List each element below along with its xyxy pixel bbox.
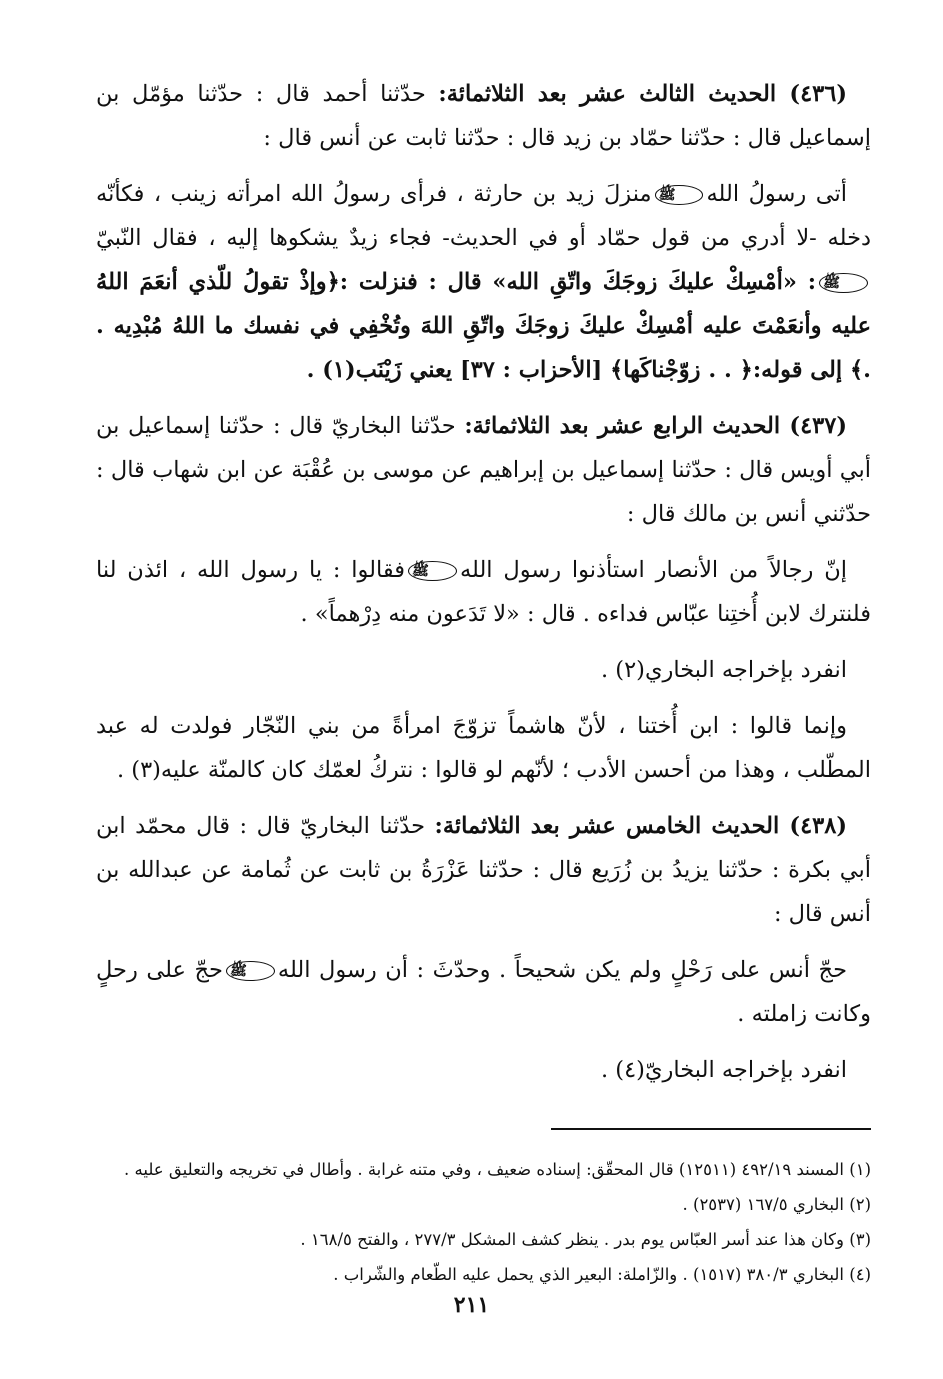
hadith-437-heading: (٤٣٧) الحديث الرابع عشر بعد الثلاثمائة:: [464, 413, 847, 439]
page-number: ٢١١: [453, 1292, 490, 1318]
hadith-438-note: انفرد بإخراجه البخاريّ(٤) .: [600, 1057, 847, 1083]
hadith-436-isnad-text: حدّثنا أحمد قال : حدّثنا مؤمّل بن إسماعيل قال : حدّثنا حمّاد بن زيد قال : حدّثنا ثابت عن أنس قال :: [96, 81, 871, 151]
hadith-437-matn: [96, 548, 871, 636]
footnotes: [96, 1152, 871, 1292]
hadith-436-heading: (٤٣٦) الحديث الثالث عشر بعد الثلاثمائة:: [438, 81, 847, 107]
hadith-438-matn-part-2: حجّ على رحلٍ وكانت زاملته .: [96, 957, 871, 1027]
hadith-437: [96, 404, 871, 792]
salawat-icon: ﷺ: [819, 273, 868, 293]
footnote-divider: [551, 1128, 871, 1130]
hadith-436-matn: [96, 172, 871, 392]
hadith-438-matn: [96, 948, 871, 1036]
hadith-436: [96, 72, 871, 392]
hadith-437-isnad-text: حدّثنا البخاريّ قال : حدّثنا إسماعيل بن أبي أويس قال : حدّثنا إسماعيل بن إبراهيم عن موسى بن عُقْبَة عن ابن شهاب قال : حدّثني أنس بن مالك قال :: [96, 413, 871, 527]
salawat-icon: ﷺ: [408, 561, 457, 581]
hadith-438-isnad: [96, 804, 871, 936]
footnote-3: (٣) وكان هذا عند أسر العبّاس يوم بدر . ينظر كشف المشكل ٢٧٧/٣ ، والفتح ١٦٨/٥ .: [300, 1230, 871, 1249]
hadith-438-matn-part-1: حجّ أنس على رَحْلٍ ولم يكن شحيحاً . وحدّثَ : أن رسول الله: [277, 957, 847, 983]
hadith-436-matn-part-1: أتى رسولُ الله: [706, 181, 847, 207]
salawat-icon: ﷺ: [226, 961, 275, 981]
hadith-437-matn-part-1: إنّ رجالاً من الأنصار استأذنوا رسول الله: [459, 557, 848, 583]
hadith-438-heading: (٤٣٨) الحديث الخامس عشر بعد الثلاثمائة:: [434, 813, 847, 839]
hadith-437-note: انفرد بإخراجه البخاري(٢) .: [600, 657, 847, 683]
footnote-4: (٤) البخاري ٣٨٠/٣ (١٥١٧) . والزّاملة: البعير الذي يحمل عليه الطّعام والشّراب .: [333, 1265, 871, 1284]
hadith-436-isnad: [96, 72, 871, 160]
hadith-437-isnad: [96, 404, 871, 536]
footnote-1: (١) المسند ٤٩٢/١٩ (١٢٥١١) قال المحقّق: إسناده ضعيف ، وفي متنه غرابة . وأطال في تخريجه والتعليق عليه .: [124, 1160, 871, 1179]
hadith-436-matn-part-2: منزلَ زيد بن حارثة ، فرأى رسولُ الله امرأته زينب ، فكأنّه دخله -لا أدري من قول حمّاد أو في الحديث- فجاء زيدٌ يشكوها إليه ، فقال النّبيّ: [96, 181, 871, 251]
salawat-icon: ﷺ: [655, 185, 704, 205]
hadith-436-matn-part-3: : «أمْسِكْ عليكَ زوجَكَ واتّقِ الله» قال : فنزلت :﴿وإذْ تقولُ للّذي أنعَمَ اللهُ عليه وأنعَمْتَ عليه أمْسِكْ عليكَ زوجَكَ واتّقِ اللهَ وتُخْفِي في نفسك ما اللهُ مُبْدِيه . .﴾ إلى قوله:﴿ . . زوّجْناكَها﴾ [الأحزاب : ٣٧] يعني زَيْنَب(١) .: [96, 269, 871, 383]
hadith-437-commentary: وإنما قالوا : ابن أُختنا ، لأنّ هاشماً تزوّجَ امرأةً من بني النّجّار فولدت له عبد المطّلب ، وهذا من أحسن الأدب ؛ لأنّهم لو قالوا : نتركُ لعمّك كان كالمنّة عليه(٣) .: [96, 713, 871, 783]
footnote-2: (٢) البخاري ١٦٧/٥ (٢٥٣٧) .: [682, 1195, 871, 1214]
hadith-438: [96, 804, 871, 1092]
hadith-438-isnad-text: حدّثنا البخاريّ قال : قال محمّد ابن أبي بكرة : حدّثنا يزيدُ بن زُرَيع قال : حدّثنا عَزْرَةُ بن ثابت عن ثُمامة عن عبدالله بن أنس قال :: [96, 813, 871, 927]
hadith-437-matn-part-2: فقالوا : يا رسول الله ، ائذن لنا فلنترك لابن أُختِنا عبّاس فداءه . قال : «لا تَدَعون منه دِرْهماً» .: [96, 557, 871, 627]
